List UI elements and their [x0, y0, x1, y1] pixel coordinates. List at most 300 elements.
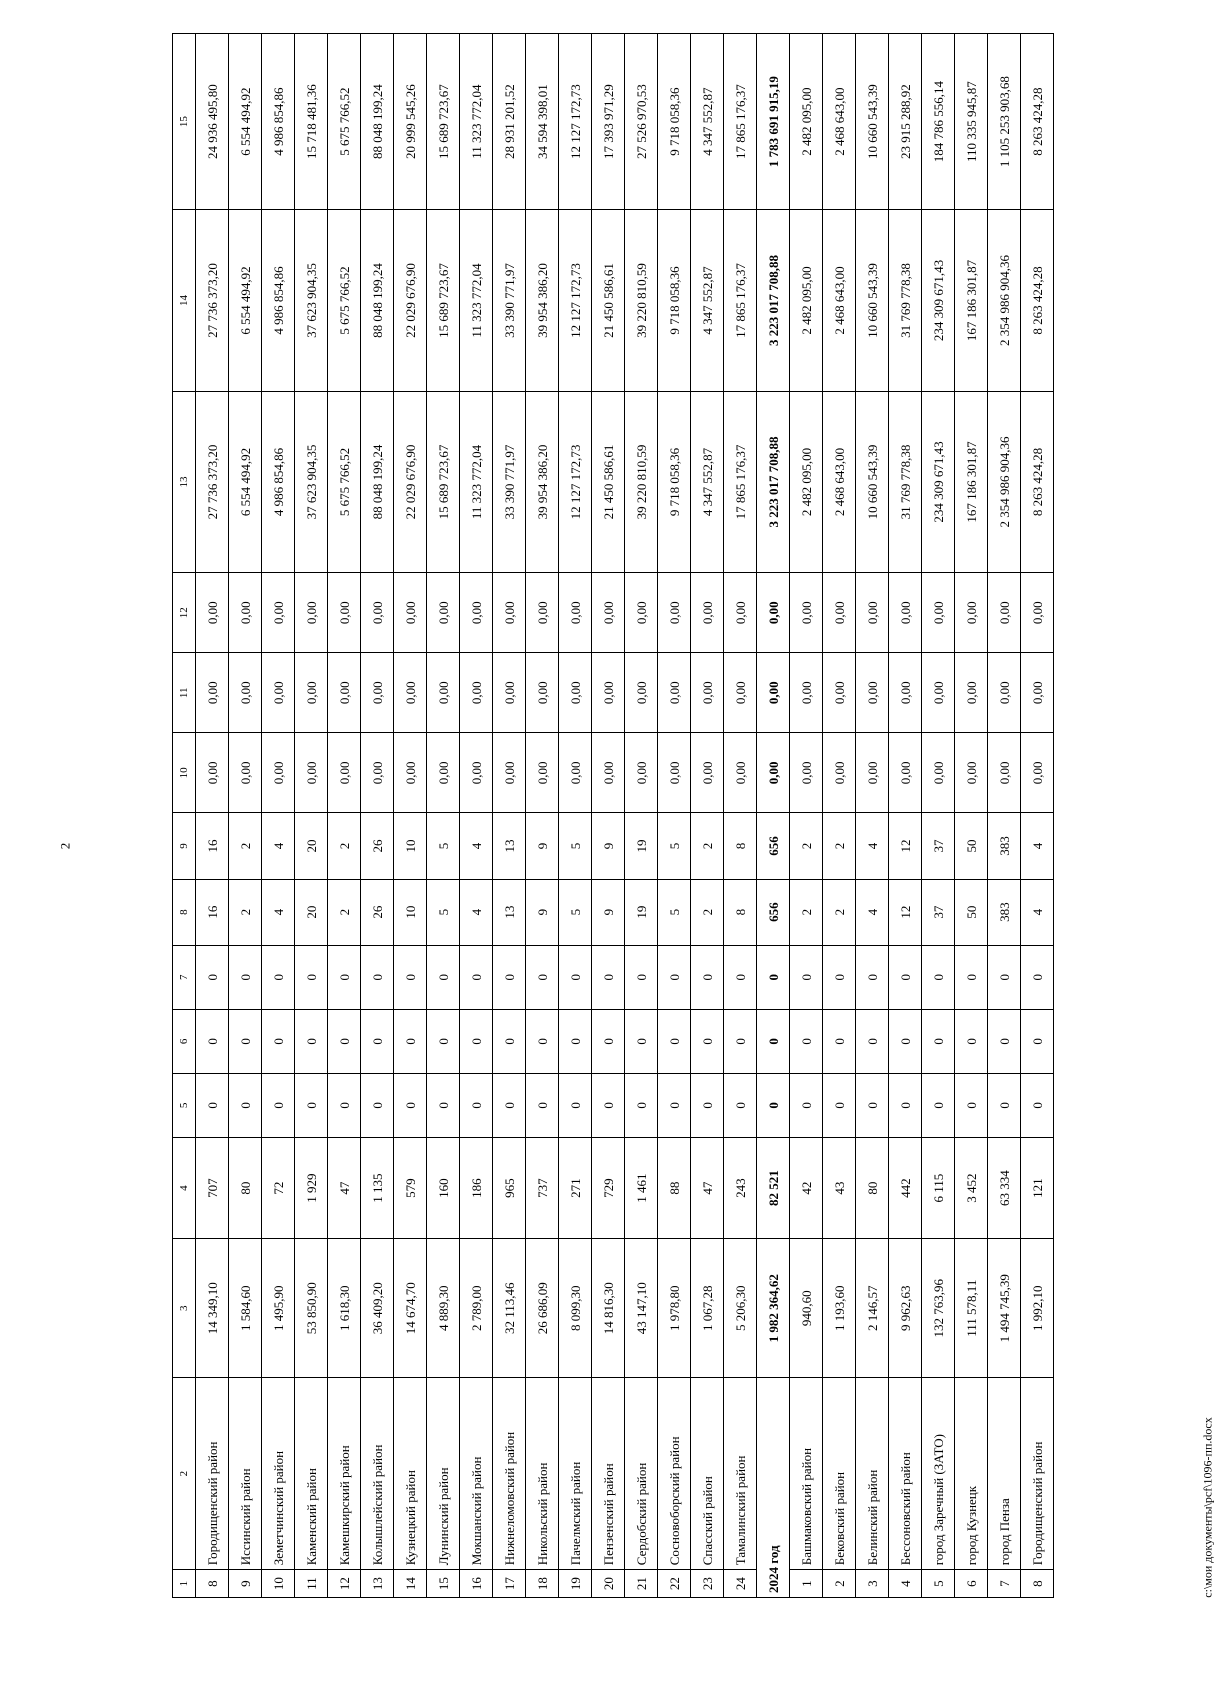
- table-cell: 0,00: [559, 733, 592, 813]
- table-cell: 0,00: [823, 733, 856, 813]
- column-header: 9: [173, 813, 196, 879]
- table-cell: 2: [229, 813, 262, 879]
- table-cell: 0: [691, 1009, 724, 1073]
- table-cell: 0: [526, 945, 559, 1009]
- table-cell: 4: [856, 879, 889, 945]
- table-cell: 13: [493, 879, 526, 945]
- table-cell: 0,00: [790, 653, 823, 733]
- table-cell: 4: [262, 879, 295, 945]
- table-cell: 0: [922, 1073, 955, 1137]
- table-cell: 110 335 945,87: [955, 34, 988, 210]
- table-cell: 10: [394, 879, 427, 945]
- table-cell: 0: [592, 945, 625, 1009]
- table-cell: 2 146,57: [856, 1239, 889, 1378]
- table-cell: 72: [262, 1137, 295, 1238]
- table-cell: 2 468 643,00: [823, 34, 856, 210]
- district-name-cell: Кузнецкий район: [394, 1378, 427, 1570]
- total-cell: 0: [757, 945, 790, 1009]
- table-cell: 0,00: [658, 733, 691, 813]
- table-cell: 9: [592, 879, 625, 945]
- table-cell: 34 594 398,01: [526, 34, 559, 210]
- table-cell: 63 334: [988, 1137, 1021, 1238]
- table-cell: 10 660 543,39: [856, 391, 889, 572]
- table-cell: 0,00: [724, 573, 757, 653]
- total-row: [757, 34, 790, 1598]
- table-cell: 0: [460, 1009, 493, 1073]
- table-cell: 10 660 543,39: [856, 34, 889, 210]
- table-cell: 5 675 766,52: [328, 34, 361, 210]
- table-cell: 0,00: [460, 733, 493, 813]
- table-cell: 0: [295, 1073, 328, 1137]
- row-number-cell: 6: [955, 1570, 988, 1598]
- table-cell: 0,00: [790, 733, 823, 813]
- table-cell: 0: [427, 1073, 460, 1137]
- table-cell: 12 127 172,73: [559, 34, 592, 210]
- row-number-cell: 24: [724, 1570, 757, 1598]
- table-cell: 234 309 671,43: [922, 391, 955, 572]
- page-number: 2: [57, 842, 73, 850]
- table-row: [394, 34, 427, 1598]
- total-cell: 1 783 691 915,19: [757, 34, 790, 210]
- table-row: [559, 34, 592, 1598]
- table-cell: 0: [460, 945, 493, 1009]
- table-cell: 31 769 778,38: [889, 391, 922, 572]
- table-cell: 2: [790, 879, 823, 945]
- table-cell: 16: [196, 879, 229, 945]
- table-cell: 0,00: [394, 733, 427, 813]
- table-cell: 1 193,60: [823, 1239, 856, 1378]
- district-name-cell: Мокшанский район: [460, 1378, 493, 1570]
- row-number-cell: 5: [922, 1570, 955, 1598]
- table-cell: 2 354 986 904,36: [988, 210, 1021, 391]
- table-cell: 0,00: [394, 573, 427, 653]
- table-cell: 8: [724, 813, 757, 879]
- table-cell: 2 789,00: [460, 1239, 493, 1378]
- table-cell: 0,00: [625, 573, 658, 653]
- district-name-cell: Бессоновский район: [889, 1378, 922, 1570]
- table-cell: 8 263 424,28: [1021, 34, 1054, 210]
- table-cell: 0: [493, 1009, 526, 1073]
- table-cell: 0,00: [625, 733, 658, 813]
- table-row: [922, 34, 955, 1598]
- table-cell: 0,00: [592, 573, 625, 653]
- table-cell: 2 482 095,00: [790, 34, 823, 210]
- table-cell: 4: [1021, 879, 1054, 945]
- table-cell: 0,00: [526, 653, 559, 733]
- row-number-cell: 7: [988, 1570, 1021, 1598]
- table-cell: 10: [394, 813, 427, 879]
- table-cell: 0: [922, 945, 955, 1009]
- district-name-cell: Камешкирский район: [328, 1378, 361, 1570]
- table-row: [625, 34, 658, 1598]
- table-body: [173, 34, 1054, 1598]
- table-cell: 42: [790, 1137, 823, 1238]
- table-cell: 442: [889, 1137, 922, 1238]
- table-cell: 737: [526, 1137, 559, 1238]
- table-cell: 0: [559, 1073, 592, 1137]
- table-cell: 0: [262, 945, 295, 1009]
- table-cell: 0,00: [295, 573, 328, 653]
- table-cell: 0,00: [889, 653, 922, 733]
- table-cell: 0,00: [889, 733, 922, 813]
- table-row: [955, 34, 988, 1598]
- table-cell: 2: [691, 879, 724, 945]
- table-cell: 14 349,10: [196, 1239, 229, 1378]
- table-cell: 0,00: [526, 573, 559, 653]
- table-cell: 14 816,30: [592, 1239, 625, 1378]
- table-cell: 14 674,70: [394, 1239, 427, 1378]
- table-cell: 4: [460, 879, 493, 945]
- table-row: [988, 34, 1021, 1598]
- table-cell: 184 786 556,14: [922, 34, 955, 210]
- total-cell: 82 521: [757, 1137, 790, 1238]
- table-cell: 0: [823, 1009, 856, 1073]
- table-cell: 0,00: [427, 573, 460, 653]
- table-cell: 0: [262, 1073, 295, 1137]
- table-cell: 0,00: [691, 653, 724, 733]
- district-name-cell: Пачелмский район: [559, 1378, 592, 1570]
- table-cell: 39 220 810,59: [625, 210, 658, 391]
- column-header: 11: [173, 653, 196, 733]
- table-cell: 0,00: [328, 653, 361, 733]
- table-cell: 6 554 494,92: [229, 210, 262, 391]
- table-cell: 5 675 766,52: [328, 391, 361, 572]
- total-cell: 3 223 017 708,88: [757, 391, 790, 572]
- table-cell: 23 915 288,92: [889, 34, 922, 210]
- table-cell: 0,00: [262, 573, 295, 653]
- table-row: [1021, 34, 1054, 1598]
- table-cell: 0,00: [922, 573, 955, 653]
- table-cell: 17 865 176,37: [724, 34, 757, 210]
- table-cell: 9: [526, 879, 559, 945]
- table-cell: 9 718 058,36: [658, 210, 691, 391]
- table-cell: 0: [361, 945, 394, 1009]
- row-number-cell: 2: [823, 1570, 856, 1598]
- table-cell: 36 409,20: [361, 1239, 394, 1378]
- table-cell: 729: [592, 1137, 625, 1238]
- district-name-cell: Нижнеломовский район: [493, 1378, 526, 1570]
- table-cell: 5: [427, 813, 460, 879]
- table-cell: 5 206,30: [724, 1239, 757, 1378]
- total-cell: 0,00: [757, 573, 790, 653]
- table-cell: 0: [790, 945, 823, 1009]
- table-cell: 5: [559, 813, 592, 879]
- column-header: 2: [173, 1378, 196, 1570]
- row-number-cell: 8: [196, 1570, 229, 1598]
- column-header: 6: [173, 1009, 196, 1073]
- table-cell: 0: [196, 945, 229, 1009]
- table-cell: 0: [889, 945, 922, 1009]
- table-cell: 0: [295, 1009, 328, 1073]
- table-cell: 4 986 854,86: [262, 34, 295, 210]
- table-cell: 5 675 766,52: [328, 210, 361, 391]
- table-cell: 1 992,10: [1021, 1239, 1054, 1378]
- table-cell: 12: [889, 813, 922, 879]
- table-row: [889, 34, 922, 1598]
- table-cell: 88 048 199,24: [361, 391, 394, 572]
- table-cell: 1 105 253 903,68: [988, 34, 1021, 210]
- table-cell: 4 347 552,87: [691, 391, 724, 572]
- table-cell: 0: [196, 1009, 229, 1073]
- table-cell: 20: [295, 813, 328, 879]
- table-cell: 243: [724, 1137, 757, 1238]
- table-cell: 0: [724, 945, 757, 1009]
- district-name-cell: Городищенский район: [1021, 1378, 1054, 1570]
- table-cell: 28 931 201,52: [493, 34, 526, 210]
- table-cell: 0: [394, 945, 427, 1009]
- row-number-cell: 12: [328, 1570, 361, 1598]
- table-cell: 0: [988, 945, 1021, 1009]
- table-cell: 80: [229, 1137, 262, 1238]
- table-cell: 0: [1021, 945, 1054, 1009]
- table-cell: 9 718 058,36: [658, 34, 691, 210]
- table-cell: 0: [460, 1073, 493, 1137]
- table-cell: 19: [625, 813, 658, 879]
- table-cell: 0: [196, 1073, 229, 1137]
- table-cell: 5: [559, 879, 592, 945]
- table-cell: 0: [559, 1009, 592, 1073]
- table-cell: 26 686,09: [526, 1239, 559, 1378]
- column-header: 8: [173, 879, 196, 945]
- district-name-cell: Городищенский район: [196, 1378, 229, 1570]
- table-cell: 0,00: [856, 573, 889, 653]
- table-row: [493, 34, 526, 1598]
- table-cell: 0,00: [823, 653, 856, 733]
- table-cell: 0,00: [1021, 733, 1054, 813]
- table-cell: 0: [625, 1073, 658, 1137]
- table-cell: 0,00: [625, 653, 658, 733]
- table-cell: 8: [724, 879, 757, 945]
- table-cell: 26: [361, 879, 394, 945]
- total-cell: 656: [757, 813, 790, 879]
- table-cell: 15 689 723,67: [427, 391, 460, 572]
- table-cell: 1 494 745,39: [988, 1239, 1021, 1378]
- table-cell: 0,00: [526, 733, 559, 813]
- table-cell: 0,00: [361, 573, 394, 653]
- column-header: 10: [173, 733, 196, 813]
- table-cell: 2: [229, 879, 262, 945]
- table-cell: 4 347 552,87: [691, 210, 724, 391]
- table-cell: 39 954 386,20: [526, 210, 559, 391]
- row-number-cell: 23: [691, 1570, 724, 1598]
- table-cell: 965: [493, 1137, 526, 1238]
- table-cell: 0,00: [955, 573, 988, 653]
- table-cell: 22 029 676,90: [394, 391, 427, 572]
- table-cell: 0: [658, 945, 691, 1009]
- table-cell: 13: [493, 813, 526, 879]
- table-cell: 0,00: [790, 573, 823, 653]
- column-header: 4: [173, 1137, 196, 1238]
- table-cell: 0: [592, 1009, 625, 1073]
- table-cell: 0,00: [229, 573, 262, 653]
- row-number-cell: 16: [460, 1570, 493, 1598]
- table-cell: 17 865 176,37: [724, 391, 757, 572]
- table-cell: 0,00: [724, 733, 757, 813]
- table-cell: 0: [823, 945, 856, 1009]
- table-cell: 0,00: [493, 573, 526, 653]
- table-cell: 271: [559, 1137, 592, 1238]
- table-cell: 0: [361, 1073, 394, 1137]
- table-cell: 160: [427, 1137, 460, 1238]
- table-cell: 0: [955, 1009, 988, 1073]
- row-number-cell: 18: [526, 1570, 559, 1598]
- header-row: [173, 34, 196, 1598]
- table-cell: 32 113,46: [493, 1239, 526, 1378]
- table-row: [790, 34, 823, 1598]
- table-cell: 2: [790, 813, 823, 879]
- table-cell: 167 186 301,87: [955, 391, 988, 572]
- table-cell: 19: [625, 879, 658, 945]
- table-cell: 0: [955, 945, 988, 1009]
- table-cell: 0,00: [196, 733, 229, 813]
- table-cell: 12 127 172,73: [559, 210, 592, 391]
- table-cell: 0,00: [328, 573, 361, 653]
- district-name-cell: город Кузнецк: [955, 1378, 988, 1570]
- table-cell: 50: [955, 879, 988, 945]
- table-cell: 15 689 723,67: [427, 210, 460, 391]
- table-cell: 0,00: [988, 573, 1021, 653]
- table-cell: 11 323 772,04: [460, 391, 493, 572]
- table-cell: 37: [922, 879, 955, 945]
- row-number-cell: 8: [1021, 1570, 1054, 1598]
- table-cell: 2 482 095,00: [790, 391, 823, 572]
- table-cell: 1 929: [295, 1137, 328, 1238]
- table-cell: 9 962,63: [889, 1239, 922, 1378]
- table-cell: 5: [658, 813, 691, 879]
- table-cell: 21 450 586,61: [592, 391, 625, 572]
- table-cell: 0: [427, 1009, 460, 1073]
- table-cell: 0: [229, 1009, 262, 1073]
- district-name-cell: Сердобский район: [625, 1378, 658, 1570]
- table-cell: 9: [526, 813, 559, 879]
- table-cell: 0: [625, 1009, 658, 1073]
- total-cell: 0: [757, 1073, 790, 1137]
- table-cell: 0,00: [493, 733, 526, 813]
- table-cell: 2 354 986 904,36: [988, 391, 1021, 572]
- table-cell: 0: [493, 945, 526, 1009]
- row-number-cell: 20: [592, 1570, 625, 1598]
- table-cell: 4: [1021, 813, 1054, 879]
- row-number-cell: 17: [493, 1570, 526, 1598]
- table-cell: 0,00: [196, 573, 229, 653]
- table-cell: 0,00: [1021, 653, 1054, 733]
- row-number-cell: 21: [625, 1570, 658, 1598]
- column-header: 14: [173, 210, 196, 391]
- table-cell: 11 323 772,04: [460, 34, 493, 210]
- table-row: [229, 34, 262, 1598]
- total-label: 2024 год: [757, 1378, 790, 1598]
- table-cell: 0: [262, 1009, 295, 1073]
- table-cell: 37: [922, 813, 955, 879]
- table-cell: 0,00: [361, 653, 394, 733]
- table-cell: 26: [361, 813, 394, 879]
- table-cell: 4: [460, 813, 493, 879]
- table-cell: 21 450 586,61: [592, 210, 625, 391]
- table-cell: 50: [955, 813, 988, 879]
- table-cell: 0: [856, 1009, 889, 1073]
- table-cell: 47: [691, 1137, 724, 1238]
- table-cell: 2: [328, 813, 361, 879]
- table-cell: 37 623 904,35: [295, 210, 328, 391]
- table-cell: 3 452: [955, 1137, 988, 1238]
- table-cell: 0: [856, 945, 889, 1009]
- table-cell: 5: [427, 879, 460, 945]
- table-cell: 0: [790, 1073, 823, 1137]
- table-row: [658, 34, 691, 1598]
- table-cell: 0,00: [691, 573, 724, 653]
- district-name-cell: Лунинский район: [427, 1378, 460, 1570]
- table-cell: 0,00: [328, 733, 361, 813]
- table-row: [592, 34, 625, 1598]
- table-cell: 16: [196, 813, 229, 879]
- table-cell: 6 554 494,92: [229, 391, 262, 572]
- row-number-cell: 9: [229, 1570, 262, 1598]
- table-cell: 88 048 199,24: [361, 34, 394, 210]
- table-cell: 0,00: [922, 653, 955, 733]
- table-cell: 0,00: [955, 653, 988, 733]
- table-cell: 0: [658, 1009, 691, 1073]
- table-cell: 33 390 771,97: [493, 391, 526, 572]
- table-cell: 0: [229, 1073, 262, 1137]
- table-cell: 0: [328, 945, 361, 1009]
- total-cell: 0: [757, 1009, 790, 1073]
- table-cell: 0,00: [460, 573, 493, 653]
- table-cell: 0: [856, 1073, 889, 1137]
- column-header: 13: [173, 391, 196, 572]
- district-name-cell: Иссинский район: [229, 1378, 262, 1570]
- district-name-cell: город Пенза: [988, 1378, 1021, 1570]
- row-number-cell: 19: [559, 1570, 592, 1598]
- table-row: [526, 34, 559, 1598]
- table-cell: 0,00: [955, 733, 988, 813]
- table-cell: 132 763,96: [922, 1239, 955, 1378]
- rotated-table-wrapper: [172, 33, 1054, 1598]
- table-cell: 0,00: [592, 733, 625, 813]
- table-cell: 0,00: [229, 653, 262, 733]
- row-number-cell: 15: [427, 1570, 460, 1598]
- table-cell: 33 390 771,97: [493, 210, 526, 391]
- total-cell: 0,00: [757, 653, 790, 733]
- table-cell: 0: [427, 945, 460, 1009]
- table-cell: 8 099,30: [559, 1239, 592, 1378]
- table-row: [196, 34, 229, 1598]
- table-cell: 20: [295, 879, 328, 945]
- table-cell: 0: [955, 1073, 988, 1137]
- table-cell: 0: [691, 945, 724, 1009]
- table-cell: 27 526 970,53: [625, 34, 658, 210]
- table-cell: 4 347 552,87: [691, 34, 724, 210]
- table-cell: 88 048 199,24: [361, 210, 394, 391]
- table-cell: 47: [328, 1137, 361, 1238]
- table-cell: 0: [988, 1009, 1021, 1073]
- table-cell: 2 468 643,00: [823, 210, 856, 391]
- table-cell: 17 865 176,37: [724, 210, 757, 391]
- table-row: [361, 34, 394, 1598]
- column-header: 3: [173, 1239, 196, 1378]
- table-cell: 0,00: [559, 573, 592, 653]
- table-cell: 8 263 424,28: [1021, 210, 1054, 391]
- table-cell: 0: [625, 945, 658, 1009]
- table-cell: 0,00: [262, 733, 295, 813]
- district-name-cell: Никольский район: [526, 1378, 559, 1570]
- row-number-cell: 14: [394, 1570, 427, 1598]
- table-cell: 15 689 723,67: [427, 34, 460, 210]
- table-row: [460, 34, 493, 1598]
- table-cell: 0: [724, 1009, 757, 1073]
- table-cell: 6 554 494,92: [229, 34, 262, 210]
- table-cell: 0: [1021, 1073, 1054, 1137]
- table-cell: 2: [823, 813, 856, 879]
